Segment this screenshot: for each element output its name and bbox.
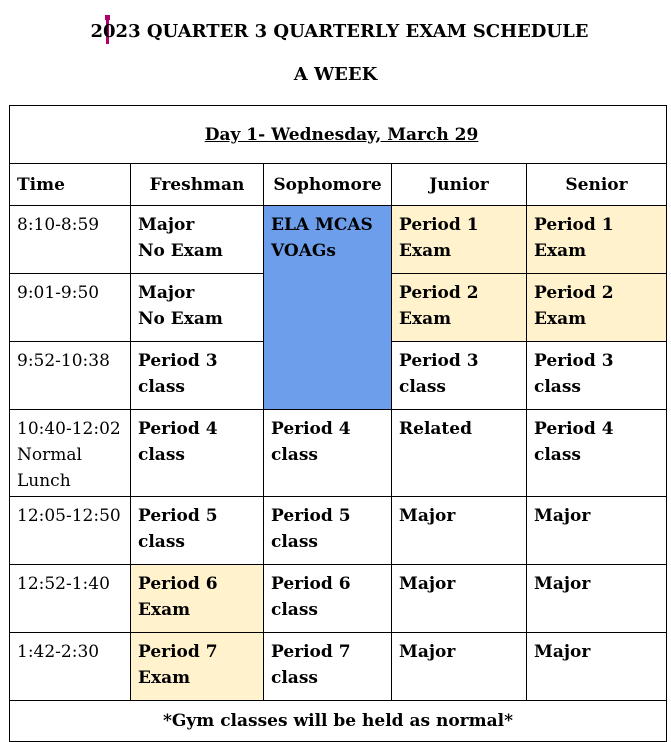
cell-line: class [271, 600, 318, 620]
senior-cell [527, 274, 667, 342]
cell-line: class [138, 445, 185, 465]
cell-line: No Exam [138, 241, 223, 261]
cell-line: Exam [399, 309, 452, 329]
header-freshman: Freshman [131, 164, 264, 206]
footer-note: *Gym classes will be held as normal* [10, 701, 667, 742]
cell-line: Major [534, 642, 591, 662]
cell-line: Period 1 [534, 215, 614, 235]
header-sophomore: Sophomore [264, 164, 392, 206]
sophomore-cell [264, 565, 392, 633]
freshman-cell [131, 565, 264, 633]
cell-line: class [138, 532, 185, 552]
cell-line: Period 3 [534, 351, 614, 371]
table-row [10, 565, 667, 633]
time-cell [10, 633, 131, 701]
table-row [10, 497, 667, 565]
freshman-cell [131, 342, 264, 410]
cell-line: Exam [399, 241, 452, 261]
time-cell [10, 565, 131, 633]
time-text: 1:42-2:30 [17, 642, 100, 662]
sophomore-mcas-cell [264, 206, 392, 410]
freshman-cell [131, 206, 264, 274]
time-text: 8:10-8:59 [17, 215, 100, 235]
header-time: Time [10, 164, 131, 206]
time-cell [10, 206, 131, 274]
cell-line: class [271, 532, 318, 552]
column-header-row [10, 164, 667, 206]
cell-line: class [399, 377, 446, 397]
cell-line: Period 3 [138, 351, 218, 371]
sophomore-cell [264, 410, 392, 497]
junior-cell [392, 497, 527, 565]
cell-line: Period 1 [399, 215, 479, 235]
cell-line: Major [534, 506, 591, 526]
senior-cell [527, 497, 667, 565]
cell-line: Major [399, 642, 456, 662]
freshman-cell [131, 633, 264, 701]
cell-line: Related [399, 419, 472, 439]
header-senior: Senior [527, 164, 667, 206]
junior-cell [392, 410, 527, 497]
cell-line: class [534, 445, 581, 465]
day-heading: Day 1- Wednesday, March 29 [204, 124, 479, 145]
table-row [10, 633, 667, 701]
cell-line: class [271, 445, 318, 465]
cell-line: Major [534, 574, 591, 594]
sophomore-cell [264, 497, 392, 565]
cell-line: Period 5 [271, 506, 351, 526]
cell-line: Period 3 [399, 351, 479, 371]
cell-line: Exam [534, 309, 587, 329]
exam-schedule-table [9, 105, 667, 742]
sophomore-cell [264, 633, 392, 701]
senior-cell [527, 342, 667, 410]
time-cell [10, 342, 131, 410]
cell-line: Period 7 [138, 642, 218, 662]
cell-line: No Exam [138, 309, 223, 329]
cell-line: Major [399, 574, 456, 594]
time-text: 9:01-9:50 [17, 283, 100, 303]
table-row [10, 410, 667, 497]
cell-line: class [271, 668, 318, 688]
freshman-cell [131, 497, 264, 565]
footer-row [10, 701, 667, 742]
day-heading-cell [10, 106, 667, 164]
cell-line: Exam [138, 668, 191, 688]
junior-cell [392, 633, 527, 701]
senior-cell [527, 565, 667, 633]
cell-line: Exam [138, 600, 191, 620]
cell-line: Exam [534, 241, 587, 261]
freshman-cell [131, 274, 264, 342]
cell-line: VOAGs [271, 241, 336, 261]
document-subtitle: A WEEK [293, 64, 378, 85]
junior-cell [392, 565, 527, 633]
cell-line: Period 2 [399, 283, 479, 303]
senior-cell [527, 410, 667, 497]
header-junior: Junior [392, 164, 527, 206]
cell-line: Major [138, 215, 195, 235]
time-text: Normal [17, 445, 82, 465]
cell-line: ELA MCAS [271, 215, 373, 235]
freshman-cell [131, 410, 264, 497]
junior-cell [392, 206, 527, 274]
time-text: 12:52-1:40 [17, 574, 110, 594]
junior-cell [392, 274, 527, 342]
cell-line: Period 4 [271, 419, 351, 439]
cell-line: Period 6 [138, 574, 218, 594]
cell-line: Major [138, 283, 195, 303]
cell-line: Period 4 [138, 419, 218, 439]
time-text: Lunch [17, 471, 71, 491]
time-cell [10, 410, 131, 497]
day-heading-row [10, 106, 667, 164]
time-text: 9:52-10:38 [17, 351, 110, 371]
cell-line: Period 5 [138, 506, 218, 526]
document-title: 2023 QUARTER 3 QUARTERLY EXAM SCHEDULE [90, 21, 589, 42]
cell-line: Period 4 [534, 419, 614, 439]
time-text: 10:40-12:02 [17, 419, 121, 439]
senior-cell [527, 206, 667, 274]
cell-line: class [138, 377, 185, 397]
junior-cell [392, 342, 527, 410]
time-text: 12:05-12:50 [17, 506, 121, 526]
cell-line: class [534, 377, 581, 397]
senior-cell [527, 633, 667, 701]
time-cell [10, 274, 131, 342]
time-cell [10, 497, 131, 565]
table-row [10, 206, 667, 274]
cell-line: Period 7 [271, 642, 351, 662]
cell-line: Period 6 [271, 574, 351, 594]
cell-line: Period 2 [534, 283, 614, 303]
cell-line: Major [399, 506, 456, 526]
